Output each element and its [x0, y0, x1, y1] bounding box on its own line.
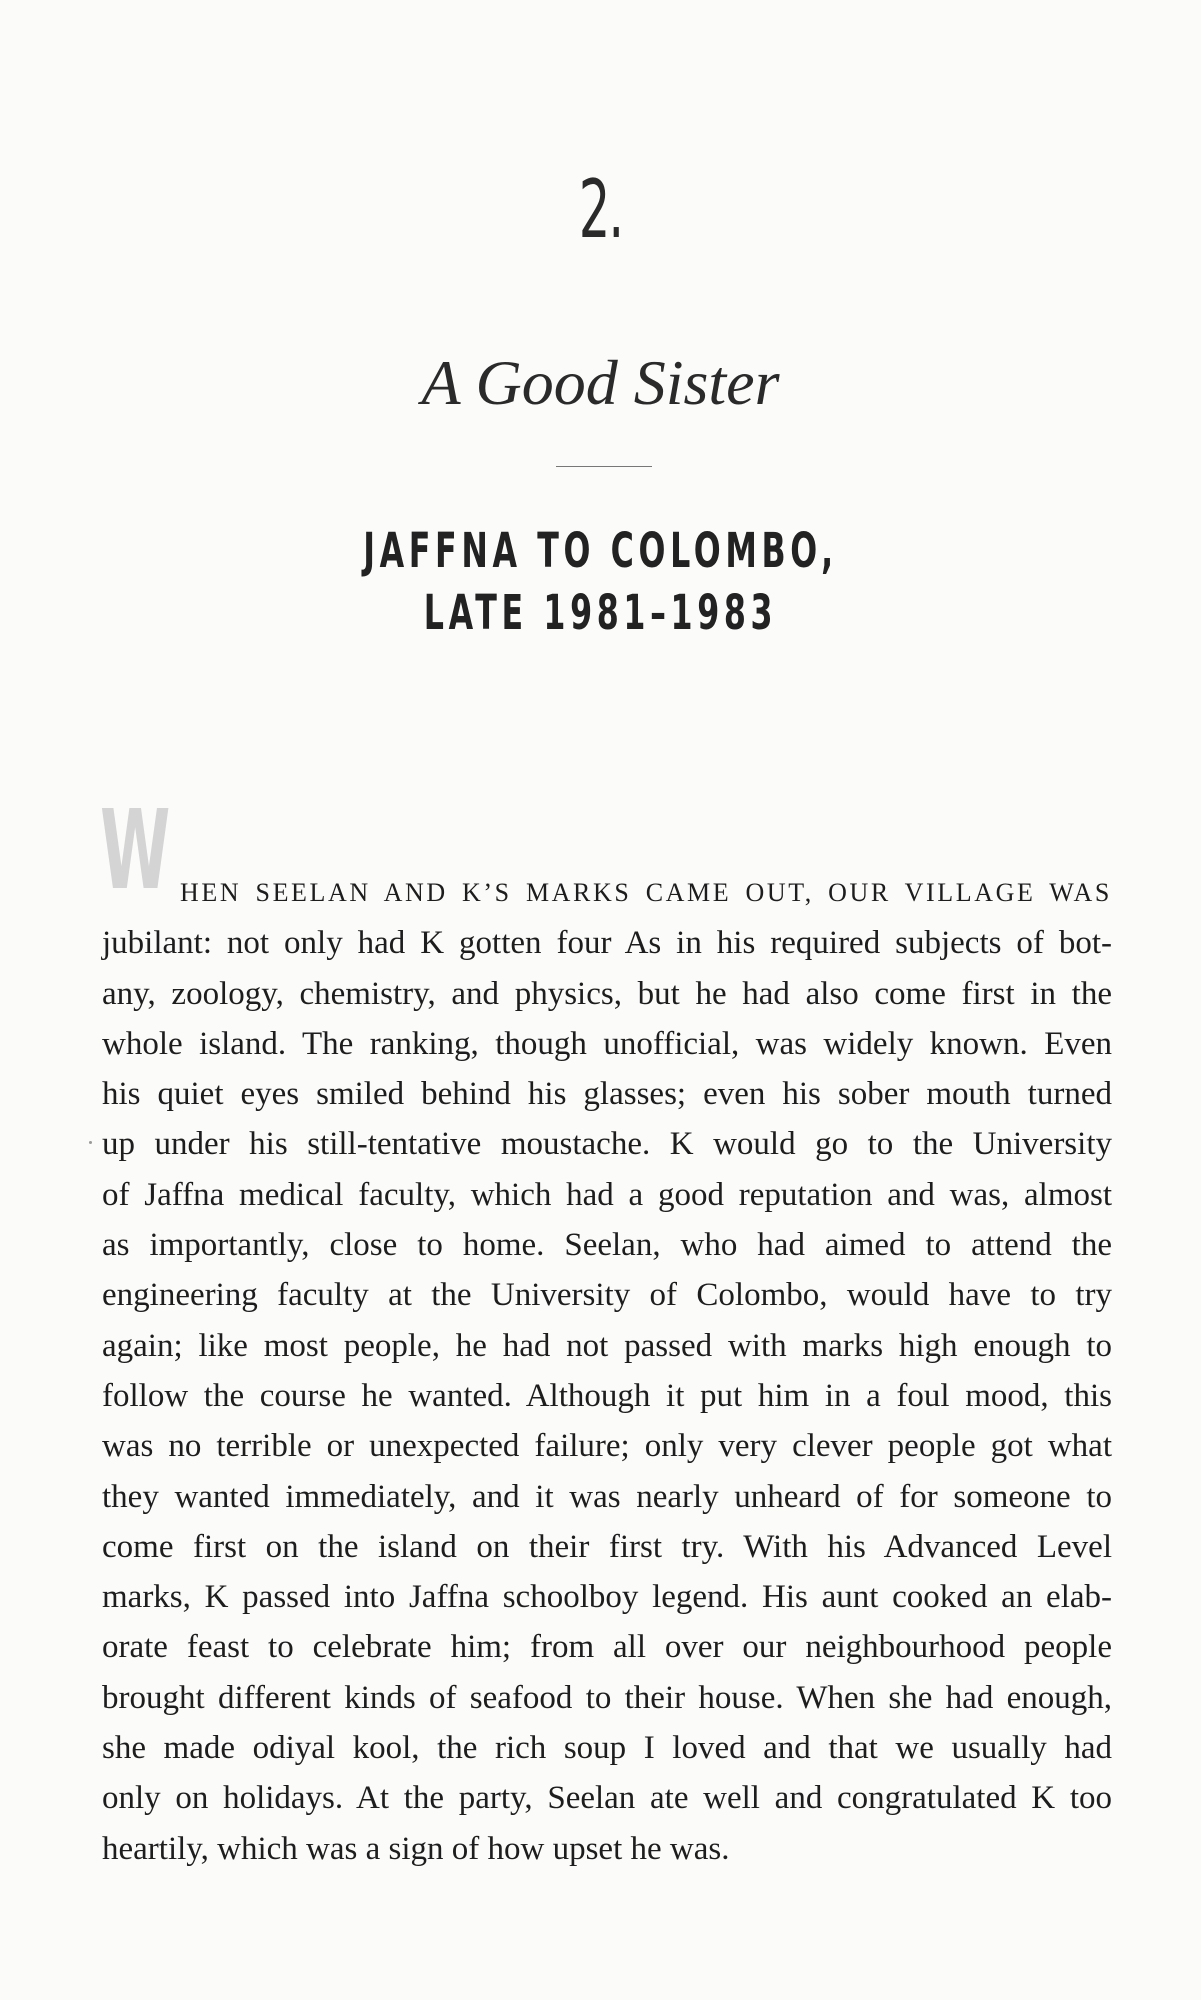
paragraph-line: engineering faculty at the University of Colombo, would have to try: [102, 1277, 1112, 1314]
page-speck: [89, 1141, 92, 1144]
paragraph-line: up under his still-tentative moustache. K would go to the University: [102, 1126, 1112, 1163]
chapter-title: A Good Sister: [421, 347, 780, 418]
paragraph-line: his quiet eyes smiled behind his glasses; even his sober mouth turned: [102, 1076, 1112, 1113]
subtitle-line-1: JAFFNA TO COLOMBO,: [363, 523, 838, 579]
paragraph-line: of Jaffna medical faculty, which had a good reputation and was, almost: [102, 1176, 1112, 1213]
subtitle-line-2: LATE 1981–1983: [423, 585, 778, 641]
paragraph-line: again; like most people, he had not passed with marks high enough to: [102, 1327, 1112, 1364]
paragraph-line: any, zoology, chemistry, and physics, but he had also come first in the: [102, 975, 1112, 1012]
paragraph-line: come first on the island on their first try. With his Advanced Level: [102, 1528, 1112, 1565]
paragraph-line: they wanted immediately, and it was nearly unheard of for someone to: [102, 1478, 1112, 1515]
paragraph-line: orate feast to celebrate him; from all over our neighbourhood people: [102, 1629, 1112, 1666]
chapter-subtitle: [204, 520, 997, 644]
paragraph-line: as importantly, close to home. Seelan, who had aimed to attend the: [102, 1227, 1112, 1264]
paragraph-line: follow the course he wanted. Although it put him in a foul mood, this: [102, 1377, 1112, 1414]
body-paragraph: [102, 868, 1112, 1874]
paragraph-line: whole island. The ranking, though unofficial, was widely known. Even: [102, 1025, 1112, 1062]
paragraph-line: only on holidays. At the party, Seelan ate well and congratulated K too: [102, 1780, 1112, 1817]
chapter-number: 2.: [578, 163, 623, 256]
paragraph-line: heartily, which was a sign of how upset he was.: [102, 1830, 730, 1867]
paragraph-line: was no terrible or unexpected failure; only very clever people got what: [102, 1428, 1112, 1465]
paragraph-line: brought different kinds of seafood to their house. When she had enough,: [102, 1679, 1112, 1716]
paragraph-line: jubilant: not only had K gotten four As in his required subjects of bot-: [102, 925, 1112, 962]
title-divider: [556, 466, 652, 467]
paragraph-line: she made odiyal kool, the rich soup I loved and that we usually had: [102, 1730, 1112, 1767]
paragraph-line: HEN SEELAN AND K’S MARKS CAME OUT, OUR VILLAGE WAS: [180, 878, 1112, 907]
paragraph-line: marks, K passed into Jaffna schoolboy legend. His aunt cooked an elab-: [102, 1579, 1112, 1616]
drop-cap: W: [100, 786, 171, 914]
